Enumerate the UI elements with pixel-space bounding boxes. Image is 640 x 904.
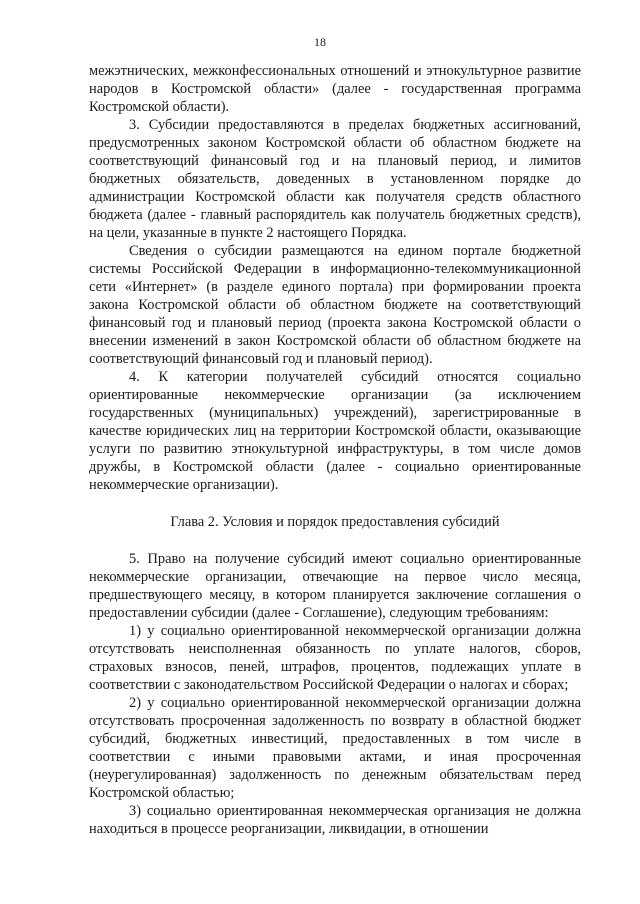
list-item: 3) социально ориентированная некоммерческая организация не должна находиться в процессе реорганизации, ликвидации, в отношении [89,803,581,837]
paragraph: межэтнических, межконфессиональных отношений и этнокультурное развитие народов в Костромской области» (далее - государственная программа Костромской области). [89,63,581,115]
page-number: 18 [314,35,326,49]
list-item: 2) у социально ориентированной некоммерческой организации должна отсутствовать просроченная задолженность по возврату в областной бюджет субсидий, бюджетных инвестиций, предоставленных в том числе в соответствии с иными правовыми актами, и иная просроченная (неурегулированная) задолженность по денежным обязательствам перед Костромской областью; [89,695,581,801]
paragraph: Сведения о субсидии размещаются на едином портале бюджетной системы Российской Федерации в информационно-телекоммуникационной сети «Интернет» (в разделе единого портала) при формировании проекта закона Костромской области об областном бюджете на соответствующий финансовый год и плановый период (проекта закона Костромской области о внесении изменений в закон Костромской области об областном бюджете на соответствующий финансовый год и плановый период). [89,243,581,367]
paragraph: 3. Субсидии предоставляются в пределах бюджетных ассигнований, предусмотренных законом Костромской области об областном бюджете на соответствующий финансовый год и на плановый период, и лимитов бюджетных обязательств, доведенных в установленном порядке до администрации Костромской области как получателя средств областного бюджета (далее - главный распорядитель как получатель бюджетных средств), на цели, указанные в пункте 2 настоящего Порядка. [89,117,581,241]
paragraph: 5. Право на получение субсидий имеют социально ориентированные некоммерческие организации, отвечающие на первое число месяца, предшествующего месяцу, в котором планируется заключение соглашения о предоставлении субсидии (далее - Соглашение), следующим требованиям: [89,551,581,621]
chapter-heading: Глава 2. Условия и порядок предоставления субсидий [170,514,500,530]
paragraph: 4. К категории получателей субсидий относятся социально ориентированные некоммерческие организации (за исключением государственных (муниципальных) учреждений), зарегистрированные в качестве юридических лиц на территории Костромской области, оказывающие услуги по развитию этнокультурной инфраструктуры, в том числе домов дружбы, в Костромской области (далее - социально ориентированные некоммерческие организации). [89,369,581,493]
list-item: 1) у социально ориентированной некоммерческой организации должна отсутствовать неисполненная обязанность по уплате налогов, сборов, страховых взносов, пеней, штрафов, процентов, подлежащих уплате в соответствии с законодательством Российской Федерации о налогах и сборах; [89,623,581,693]
document-body [89,62,581,838]
